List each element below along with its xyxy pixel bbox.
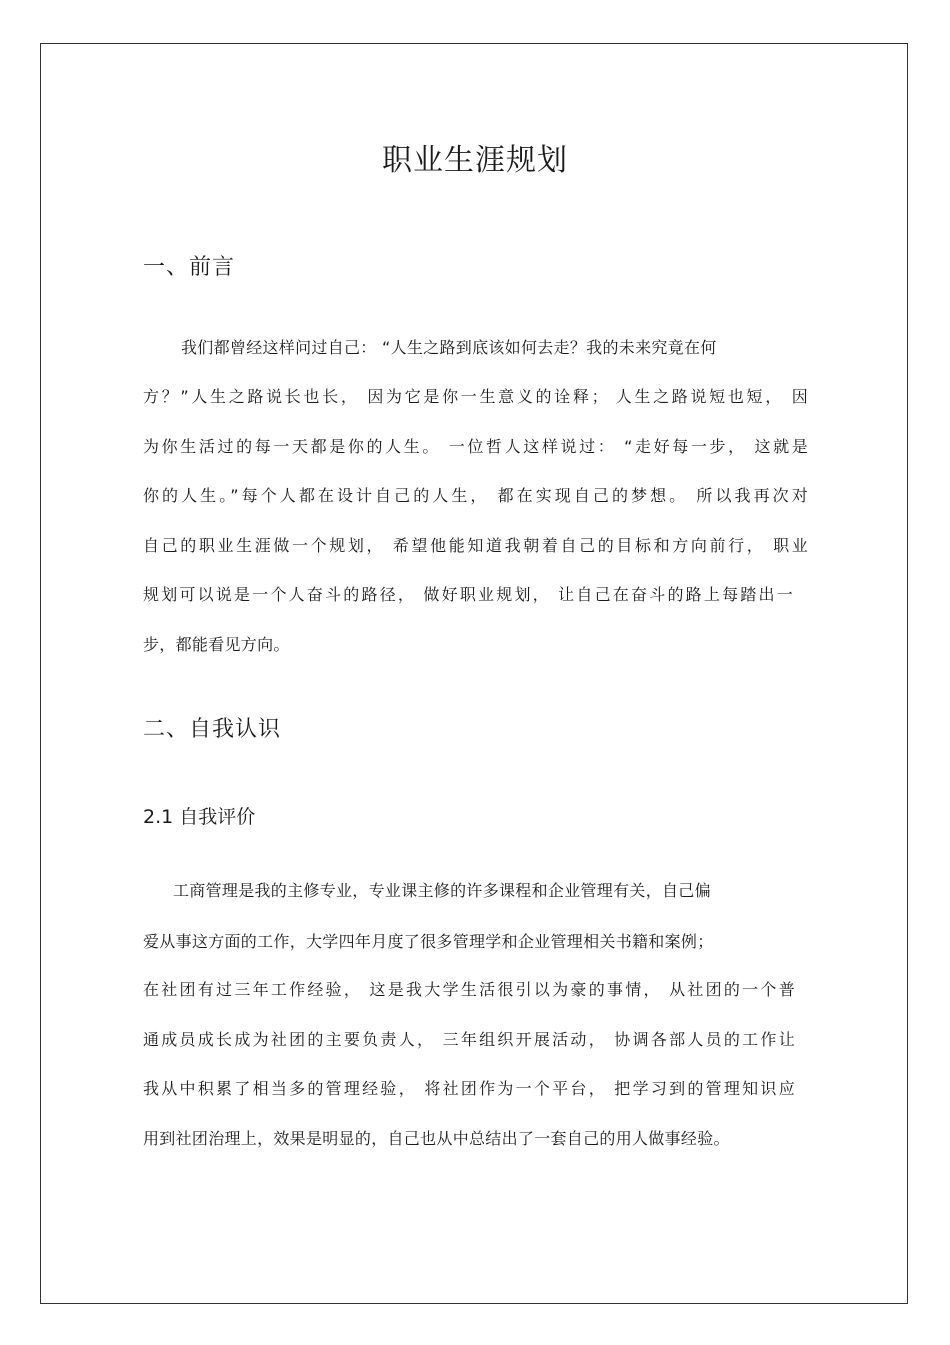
page-frame [40,43,908,1304]
paragraph-line: 为你生活过的每一天都是你的人生。 一位哲人这样说过： “走好每一步， 这就是 [143,437,808,456]
paragraph-line: 我们都曾经这样问过自己： “人生之路到底该如何去走？我的未来究竟在何 [181,338,717,357]
paragraph-line: 爱从事这方面的工作，大学四年月度了很多管理学和企业管理相关书籍和案例； [143,932,714,951]
paragraph-line: 步，都能看见方向。 [143,635,290,654]
paragraph-line: 你的人生。”每个人都在设计自己的人生， 都在实现自己的梦想。 所以我再次对 [143,486,808,505]
subsection-heading-self-evaluation: 2.1 自我评价 [143,806,256,828]
paragraph-line: 自己的职业生涯做一个规划， 希望他能知道我朝着自己的目标和方向前行， 职业 [143,536,808,555]
paragraph-line: 在社团有过三年工作经验， 这是我大学生活很引以为豪的事情， 从社团的一个普 [143,980,795,999]
document-title: 职业生涯规划 [382,143,568,178]
section-heading-preface: 一、前言 [143,255,236,280]
paragraph-line: 方？”人生之路说长也长， 因为它是你一生意义的诠释； 人生之路说短也短， 因 [143,387,808,406]
paragraph-line: 用到社团治理上，效果是明显的，自己也从中总结出了一套自己的用人做事经验。 [143,1129,730,1148]
paragraph-line: 通成员成长成为社团的主要负责人， 三年组织开展活动， 协调各部人员的工作让 [143,1030,795,1049]
paragraph-line: 工商管理是我的主修专业，专业课主修的许多课程和企业管理有关，自己偏 [173,881,711,900]
section-heading-self-awareness: 二、自我认识 [143,717,282,742]
paragraph-line: 规划可以说是一个人奋斗的路径， 做好职业规划， 让自己在奋斗的路上每踏出一 [143,585,793,604]
paragraph-line: 我从中积累了相当多的管理经验， 将社团作为一个平台， 把学习到的管理知识应 [143,1079,795,1098]
